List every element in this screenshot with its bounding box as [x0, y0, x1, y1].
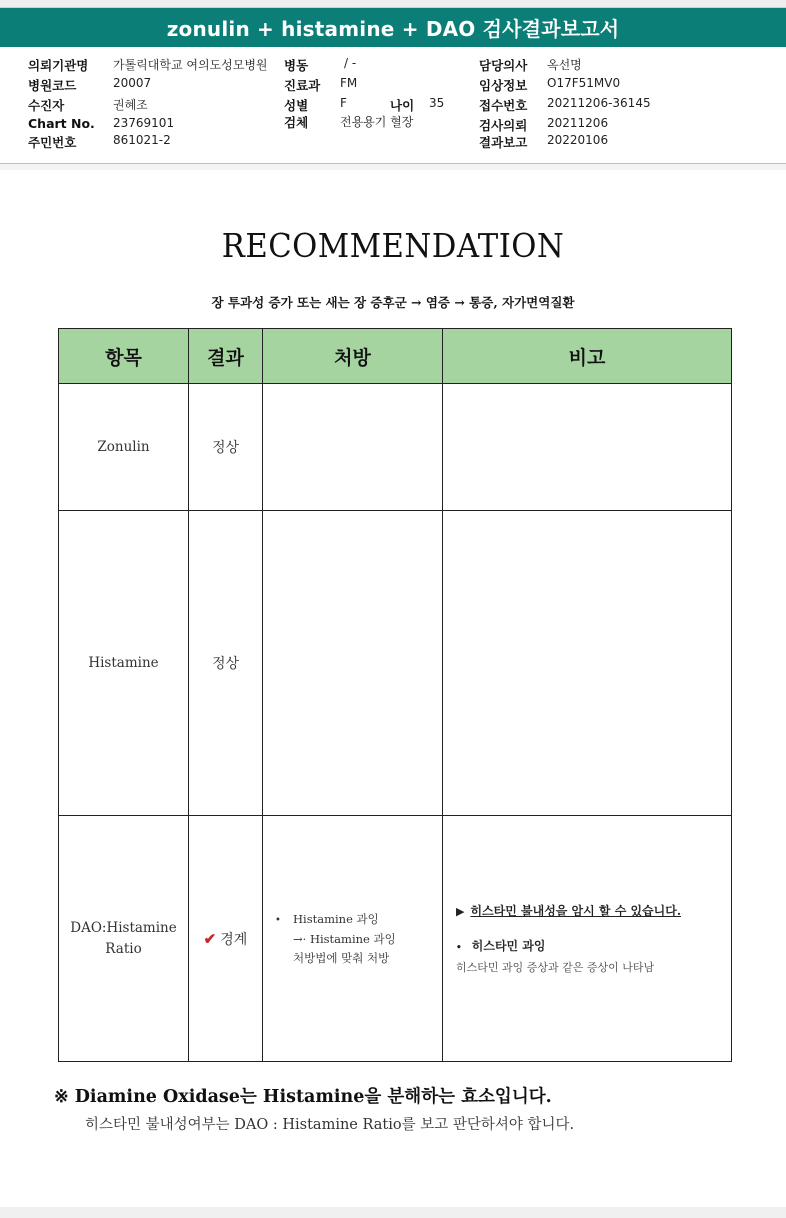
item-cell: Histamine	[59, 511, 189, 816]
item-cell: Zonulin	[59, 384, 189, 511]
note-cell	[443, 384, 732, 511]
recommendation-table	[58, 328, 732, 1062]
rx-line: →· Histamine 과잉	[293, 931, 396, 946]
patient-value: 권혜조	[113, 98, 148, 112]
doctor-label: 담당의사	[479, 58, 528, 73]
result-cell: 정상	[189, 511, 263, 816]
rx-line: 처방법에 맞춰 처방	[293, 950, 390, 965]
note-warning-text: 히스타민 불내성을 암시 할 수 있습니다.	[470, 904, 682, 918]
sex-value: F	[340, 96, 347, 110]
age-value: 35	[429, 96, 445, 110]
note-warning	[456, 902, 731, 919]
id-value: 861021-2	[113, 133, 171, 147]
clinical-label: 임상정보	[479, 78, 528, 93]
hospital-value: 가톨릭대학교 여의도성모병원	[113, 58, 268, 72]
bullet-icon: •	[275, 914, 281, 926]
footnote-main: ※ Diamine Oxidase는 Histamine을 분해하는 효소입니다.	[54, 1087, 552, 1107]
check-icon: ✔	[203, 929, 217, 948]
table-row	[59, 384, 732, 511]
code-label: 병원코드	[28, 78, 77, 93]
bottom-band	[0, 1207, 786, 1218]
code-value: 20007	[113, 76, 152, 90]
request-label: 검사의뢰	[479, 118, 528, 133]
rx-line: Histamine 과잉	[293, 911, 379, 926]
item-cell	[59, 816, 189, 1062]
id-label: 주민번호	[28, 135, 77, 150]
bullet-icon: •	[456, 943, 462, 953]
table-header-row	[59, 329, 732, 384]
ward-value: / -	[344, 56, 357, 70]
header-prescription: 처방	[263, 329, 443, 384]
footnote-sub: 히스타민 불내성여부는 DAO : Histamine Ratio를 보고 판단하셔야 합니다.	[85, 1117, 575, 1133]
request-value: 20211206	[547, 116, 609, 130]
report-title: zonulin + histamine + DAO 검사결과보고서	[0, 8, 786, 47]
note-cell	[443, 511, 732, 816]
prescription-cell	[263, 511, 443, 816]
header-result: 결과	[189, 329, 263, 384]
report-label: 결과보고	[479, 135, 528, 150]
item-line: DAO:Histamine	[70, 919, 177, 936]
info-shade	[0, 164, 786, 170]
patient-label: 수진자	[28, 98, 65, 113]
header-item: 항목	[59, 329, 189, 384]
age-label: 나이	[390, 98, 415, 113]
recommendation-title: RECOMMENDATION	[221, 226, 565, 265]
play-arrow-icon: ▶	[456, 905, 465, 918]
patient-info	[0, 50, 786, 166]
prescription-cell	[263, 816, 443, 1062]
chart-label: Chart No.	[28, 116, 95, 131]
note-cell	[443, 816, 732, 1062]
table-row	[59, 511, 732, 816]
receipt-value: 20211206-36145	[547, 96, 651, 110]
note-description: 히스타민 과잉 증상과 같은 증상이 나타남	[456, 961, 655, 974]
hospital-label: 의뢰기관명	[28, 58, 89, 73]
report-value: 20220106	[547, 133, 609, 147]
note-bullet	[456, 937, 731, 954]
header-note: 비고	[443, 329, 732, 384]
receipt-label: 접수번호	[479, 98, 528, 113]
result-value: 경계	[220, 931, 248, 948]
ward-label: 병동	[284, 58, 309, 73]
dept-value: FM	[340, 76, 358, 90]
prescription-cell	[263, 384, 443, 511]
note-bullet-text: 히스타민 과잉	[471, 939, 546, 953]
specimen-label: 검체	[284, 115, 309, 130]
item-line: Ratio	[105, 940, 142, 957]
result-cell	[189, 816, 263, 1062]
dept-label: 진료과	[284, 78, 321, 93]
chart-value: 23769101	[113, 116, 175, 130]
doctor-value: 옥선명	[547, 58, 582, 72]
recommendation-subtitle: 장 투과성 증가 또는 새는 장 증후군 → 염증 → 통증, 자가면역질환	[211, 295, 575, 310]
top-border	[0, 0, 786, 8]
clinical-value: O17F51MV0	[547, 76, 621, 90]
sex-label: 성별	[284, 98, 309, 113]
table-row	[59, 816, 732, 1062]
specimen-value: 전용용기 혈장	[340, 115, 414, 129]
result-cell: 정상	[189, 384, 263, 511]
